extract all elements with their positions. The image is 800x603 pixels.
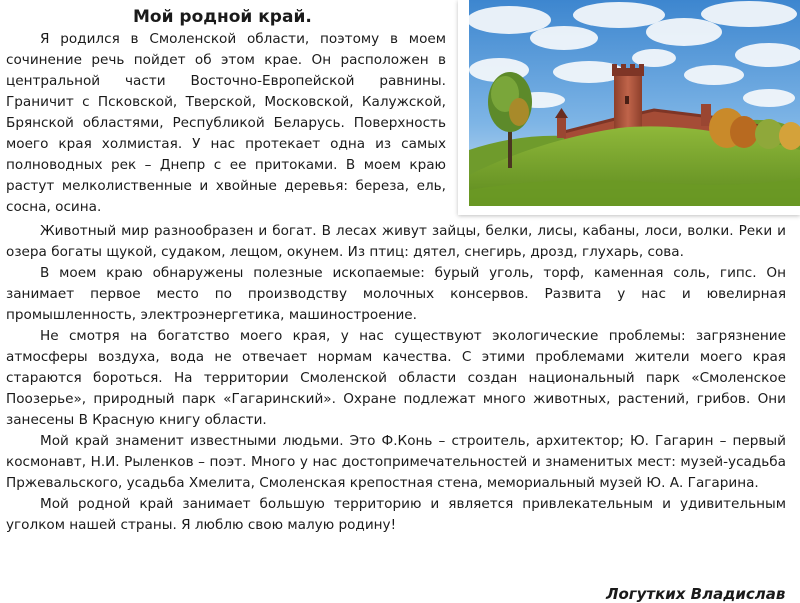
paragraph: Животный мир разнообразен и богат. В лесах живут зайцы, белки, лисы, кабаны, лоси, волки. Реки и озера богаты щукой, судаком, лещом, окунем. Из птиц: дятел, снегирь, дрозд, глухарь, сова. bbox=[6, 223, 786, 260]
paragraph: Мой родной край занимает большую территорию и является привлекательным и удивительным уголком нашей страны. Я люблю свою малую родину! bbox=[6, 496, 786, 533]
author-signature: Логутких Владислав bbox=[606, 585, 786, 603]
paragraph: Мой край знаменит известными людьми. Это Ф.Конь – строитель, архитектор; Ю. Гагарин – первый космонавт, Н.И. Рыленков – поэт. Много у нас достопримечательностей и знаменитых мест: музей-усадьба Пржевальского, усадьба Хмелита, Смоленская крепостная стена, мемориальный музей Ю. А. Гагарина. bbox=[6, 433, 786, 491]
fortress-landscape-image bbox=[469, 0, 800, 206]
document-title: Мой родной край. bbox=[133, 7, 312, 27]
main-text-body bbox=[6, 221, 786, 536]
paragraph: В моем краю обнаружены полезные ископаемые: бурый уголь, торф, каменная соль, гипс. Он занимает первое место по производству молочных консервов. Развита у нас и ювелирная промышленность, электроэнергетика, машиностроение. bbox=[6, 265, 786, 323]
paragraph: Не смотря на богатство моего края, у нас существуют экологические проблемы: загрязнение атмосферы воздуха, вода не отвечает нормам качества. С этими проблемами жители моего края стараются бороться. На территории Смоленской области создан национальный парк «Смоленское Поозерье», природный парк «Гагаринский». Охране подлежат много животных, растений, грибов. Они занесены В Красную книгу области. bbox=[6, 328, 786, 428]
intro-text-column bbox=[6, 29, 446, 218]
paragraph: Я родился в Смоленской области, поэтому в моем сочинение речь пойдет об этом крае. Он расположен в центральной части Восточно-Европейской равнины. Граничит с Псковской, Тверской, Московской, Калужской, Брянской областями, Республикой Беларусь. Поверхность моего края холмистая. У нас протекает одна из самых полноводных рек – Днепр с ее притоками. В моем краю растут мелколиственные и хвойные деревья: береза, ель, сосна, осина. bbox=[6, 31, 446, 215]
